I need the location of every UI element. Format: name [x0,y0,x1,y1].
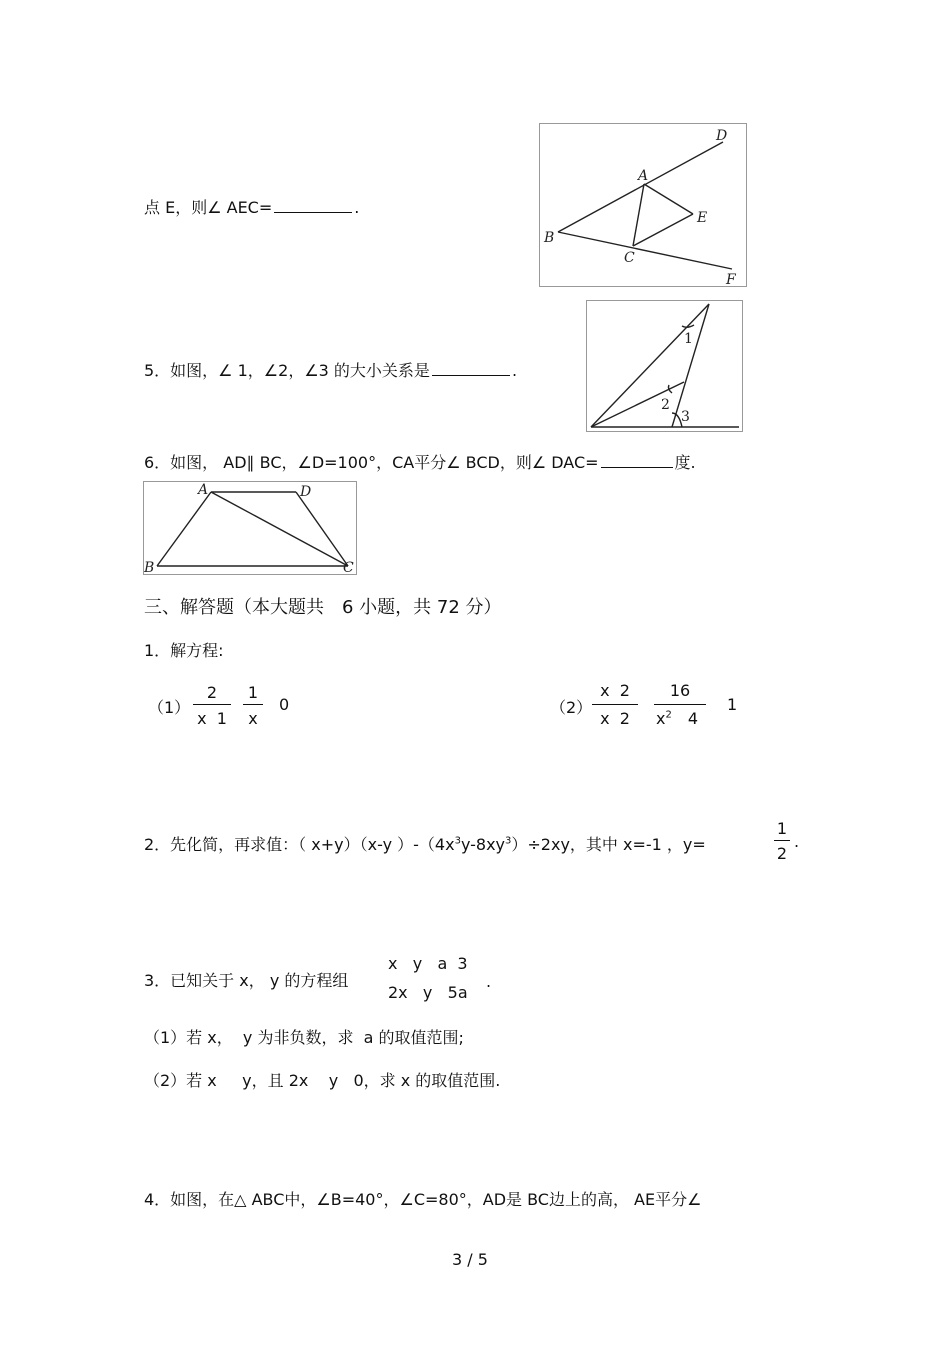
figure-trapezoid [143,481,357,575]
question-6: 6．如图， AD∥ BC，∠D=100°，CA平分∠ BCD，则∠ DAC= 度. [144,453,696,472]
answer-blank[interactable] [274,198,352,213]
fraction-half: 1 [776,819,788,838]
answer-q3-stem: 3．已知关于 x， y 的方程组 [144,971,349,990]
label-d: D [716,128,728,144]
question-5: 5．如图，∠ 1，∠2，∠3 的大小关系是 . [144,361,518,380]
fraction-1b: 1 [247,683,259,702]
label-angle-3: 3 [681,409,690,425]
label-c: C [343,560,354,574]
label-b: B [544,230,555,246]
label-d: D [300,484,312,500]
figure-angles-123 [586,300,743,432]
figure-angle-aec [539,123,747,287]
label-b: B [144,560,155,574]
answer-blank[interactable] [432,361,510,376]
q4-continuation: 点 E，则∠ AEC= . [144,198,360,217]
label-a: A [638,168,649,184]
equation-1: x y a 3 [388,954,468,973]
label-c: C [624,250,635,266]
answer-q4: 4．如图，在△ ABC中，∠B=40°，∠C=80°，AD是 BC边上的高， AE平分∠ [144,1190,702,1209]
fraction-2a: x 2 [600,681,630,700]
answer-q2: 2．先化简，再求值：（ x+y）（x-y ）$-(4x^3y-8xy^3)\div 2xy$，其中 x=-1 ，y= [144,835,706,854]
label-a: A [198,482,209,498]
label-f: F [726,272,736,286]
label-e: E [697,210,708,226]
answer-q3-sub2: （2）若 x y，且 2x y 0，求 x 的取值范围. [144,1071,501,1090]
page-number: 3 / 5 [452,1250,488,1269]
section-3-heading: 三、解答题（本大题共 6 小题，共 72 分） [144,597,502,618]
label-angle-1: 1 [684,331,693,347]
fraction-1a: 2 [206,683,218,702]
answer-blank[interactable] [601,453,673,468]
label-angle-2: 2 [661,397,670,413]
answer-q1-stem: 1．解方程: [144,641,224,660]
equation-2: 2x y 5a [388,983,468,1002]
answer-q3-sub1: （1）若 x， y 为非负数，求 a 的取值范围; [144,1028,464,1047]
fraction-2b: 16 [669,681,691,700]
